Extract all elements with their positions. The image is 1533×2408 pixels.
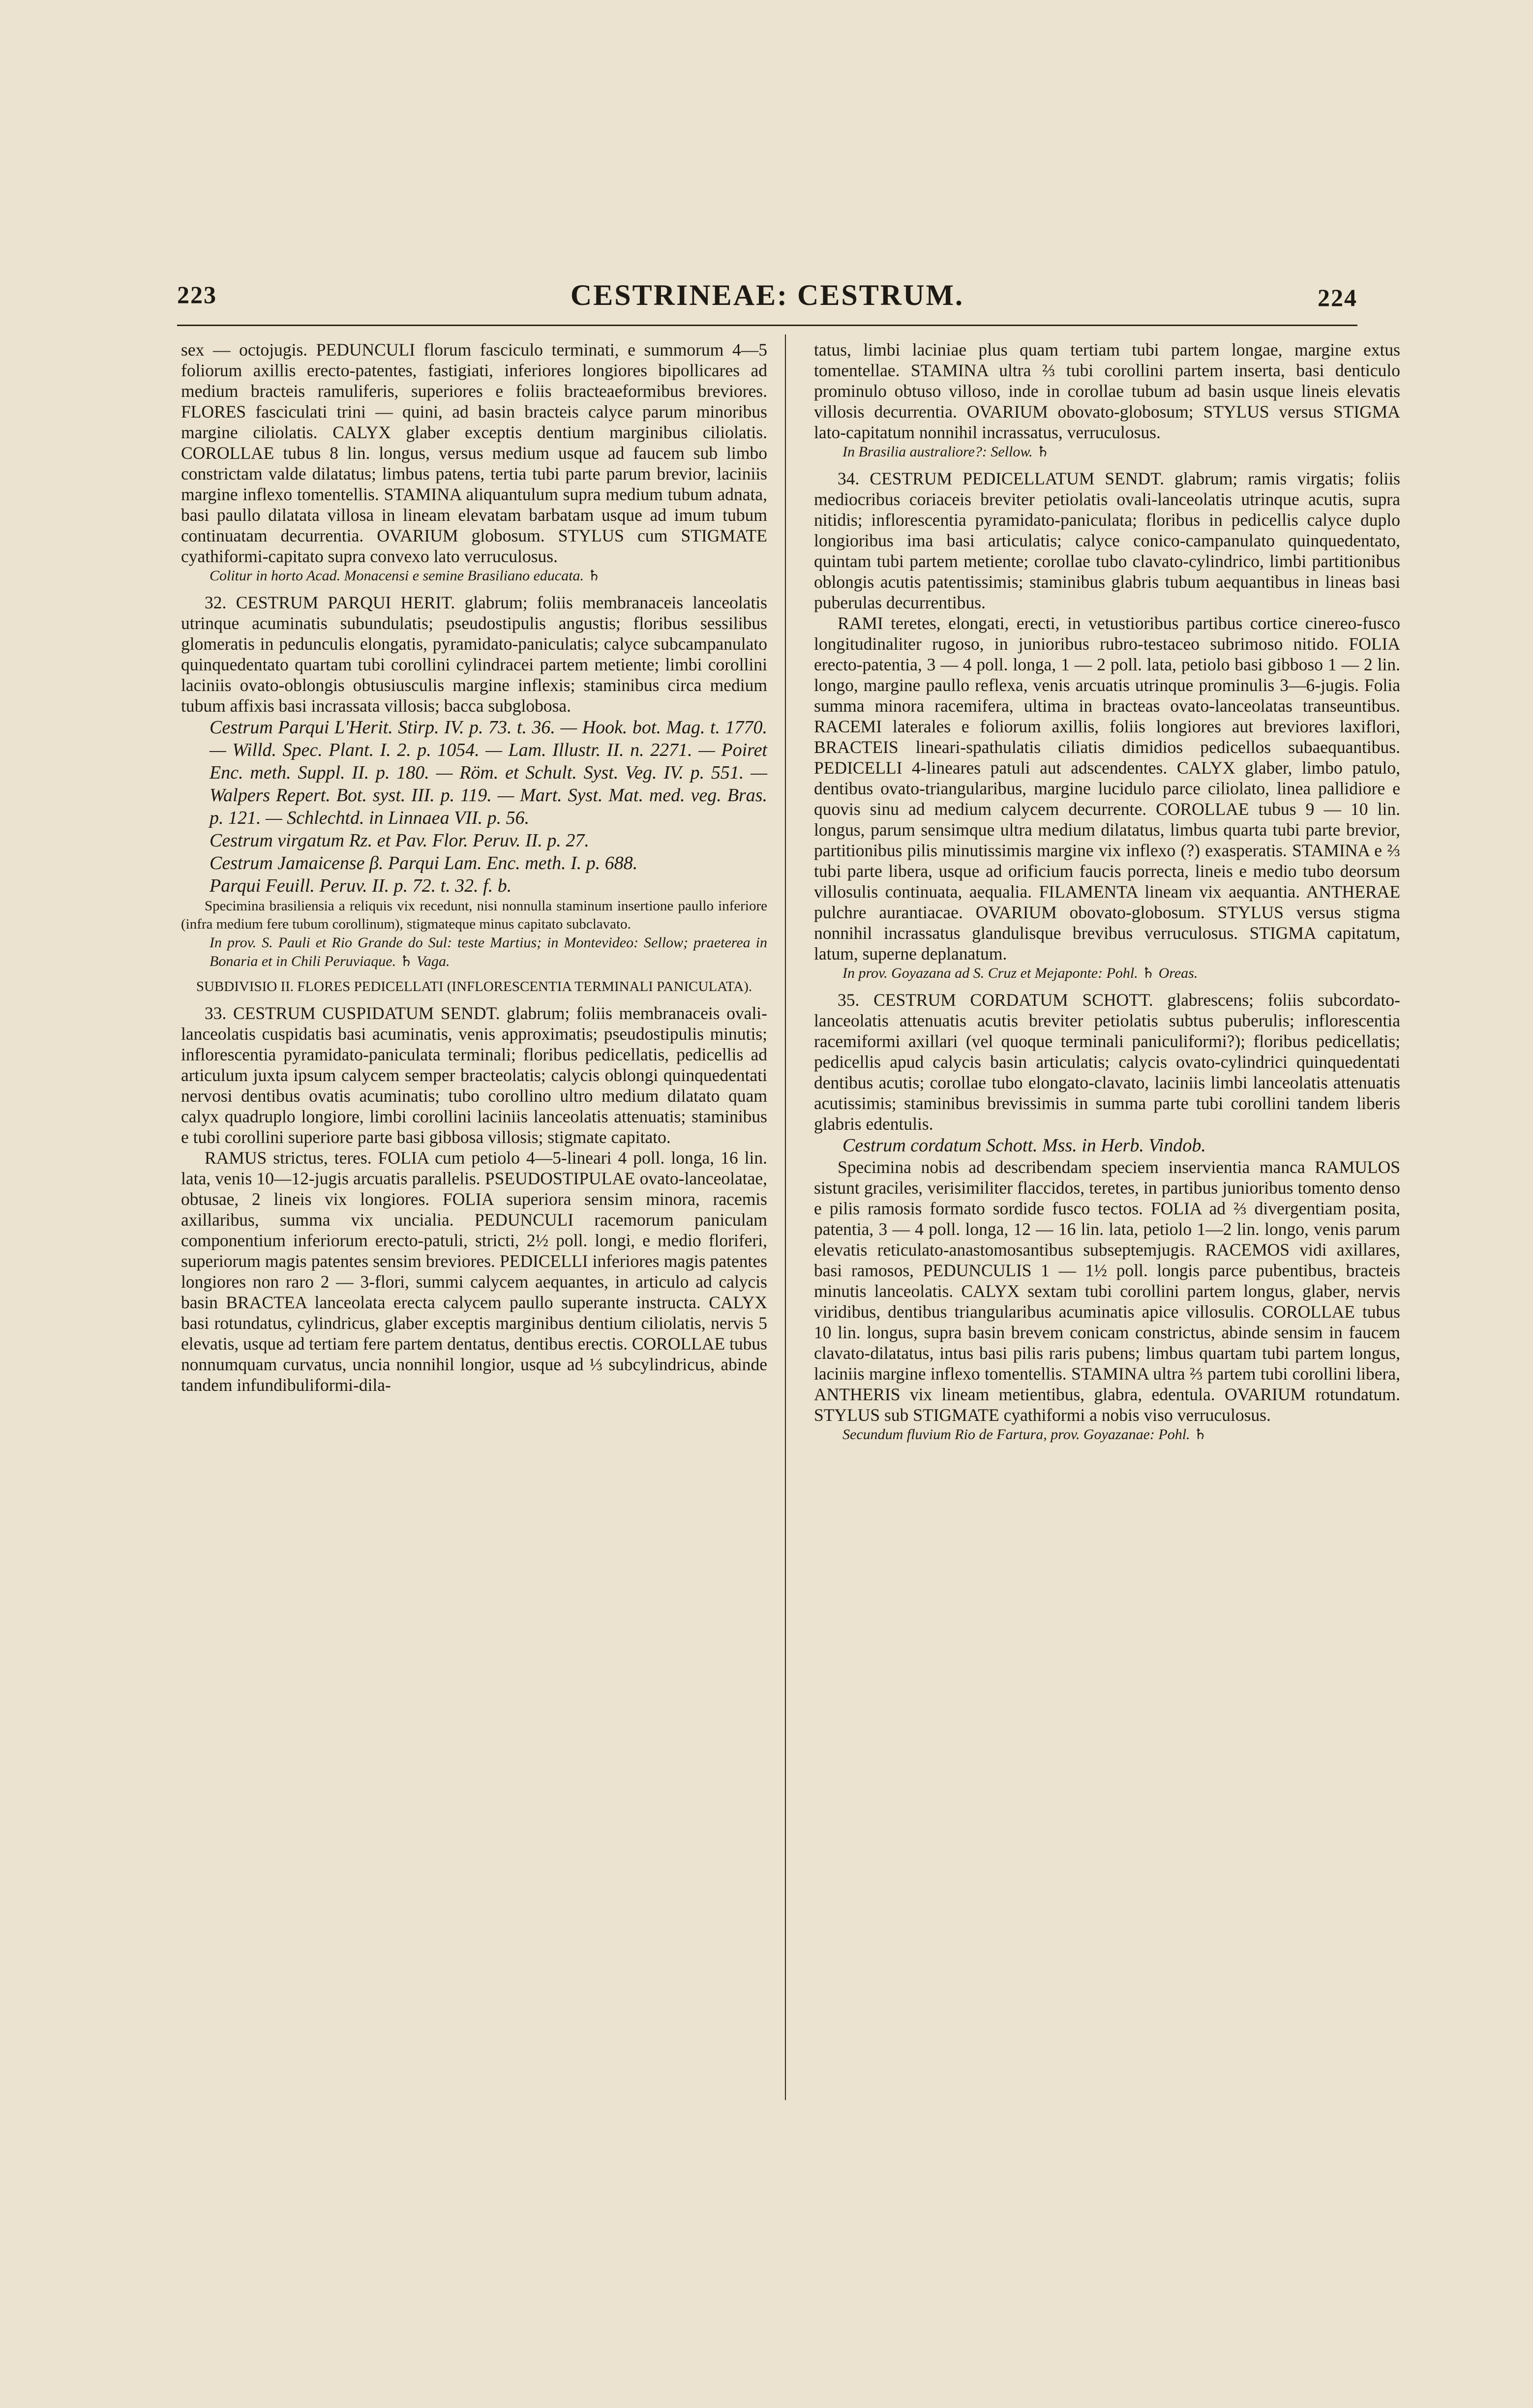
paragraph: In Brasilia australiore?: Sellow. ♄ — [842, 444, 1050, 460]
paragraph: RAMI teretes, elongati, erecti, in vetustioribus partibus cortice cinereo-fusco longitudinaliter rugoso, in junioribus rubro-testaceo subrimoso nitido. FOLIA erecto-patentia, 3 — 4 poll. longa, 1 — 2 poll. lata, petiolo basi gibboso 1 — 2 lin. longo, margine paullo reflexa, venis arcuatis utrinque prominulis 3—6-jugis. Folia summa minora racemifera, ultima in bracteas ovato-lanceolatas transeuntibus. RACEMI laterales e foliorum axillis, foliis longiores aut breviores laxiflori, BRACTEIS lineari-spathulatis ciliatis dimidios pedicellos subaequantibus. PEDICELLI 4-lineares patuli aut adscendentes. CALYX glaber, limbo patulo, dentibus ovato-triangularibus, margine lucidulo parce ciliolato, linea pallidiore e quovis sinu ad medium calycem decurrente. COROLLAE tubus 9 — 10 lin. longus, parum sensimque ultra medium dilatatus, limbus quarta tubi parte brevior, partitionibus pilis minutissimis margine vix inflexo (?) exasperatis. STAMINA e ⅔ tubi parte libera, usque ad orificium faucis porrecta, lineis e medio tubo deorsum villosulis continuata, aequalia. FILAMENTA lineam vix aequantia. ANTHERAE pulchre aurantiacae. OVARIUM obovato-globosum. STYLUS versus stigma nonnihil incrassatus glandulisque brevibus verruculosus. STIGMA capitatum, latum, superne deplanatum. — [814, 613, 1400, 963]
left-column — [181, 339, 767, 1395]
paragraph: 32. CESTRUM PARQUI HERIT. glabrum; foliis membranaceis lanceolatis utrinque acuminatis subundulatis; pseudostipulis angustis; floribus sessilibus glomeratis in pedunculis elongatis, pyramidato-paniculatis; calyce subcampanulato quinquedentato quartam tubi corollini cylindracei partem metiente; limbi corollini laciniis ovato-oblongis obtusiusculis margine inflexis; staminibus circa medium tubum affixis basi incrassata villosis; bacca subglobosa. — [181, 593, 767, 716]
paragraph: In prov. S. Pauli et Rio Grande do Sul: teste Martius; in Montevideo: Sellow; praeterea in Bonaria et in Chili Peruviaque. ♄ Vaga. — [210, 934, 767, 969]
paragraph: Parqui Feuill. Peruv. II. p. 72. t. 32. f. b. — [210, 875, 512, 896]
paragraph: 33. CESTRUM CUSPIDATUM SENDT. glabrum; foliis membranaceis ovali-lanceolatis cuspidatis basi acuminatis, venis approximatis; pseudostipulis minutis; inflorescentia pyramidato-paniculata terminali; floribus pedicellatis, pedicellis ad articulum juxta ipsum calycem semper bracteolatis; calycis oblongi quinquedentati nervosi dentibus ovatis acuminatis; tubo corollino ultro medium dilatato quam calyx quadruplo longiore, limbi corollini laciniis lanceolatis attenuatis; staminibus e tubi corollini superiore parte basi gibbosa villosis; stigmate capitato. — [181, 1003, 767, 1147]
running-title: CESTRINEAE: CESTRUM. — [570, 279, 964, 311]
paragraph: Secundum fluvium Rio de Fartura, prov. Goyazanae: Pohl. ♄ — [842, 1426, 1207, 1443]
paragraph: Colitur in horto Acad. Monacensi e semine Brasiliano educata. ♄ — [210, 568, 601, 584]
header-rule — [177, 325, 1357, 326]
paragraph: sex — octojugis. PEDUNCULI florum fasciculo terminati, e summorum 4—5 foliorum axillis erecto-patentes, fastigiati, inferiores longiores bipollicares ad medium bracteis ramuliferis, superiores e foliis bracteaeformibus breviores. FLORES fasciculati trini — quini, ad basin bracteis calyce parum minoribus margine ciliolatis. CALYX glaber exceptis dentium marginibus ciliolatis. COROLLAE tubus 8 lin. longus, versus medium usque ad faucem sub limbo constrictam valde dilatatus; limbus patens, tertia tubi parte parum brevior, laciniis margine inflexo tomentellis. STAMINA aliquantulum supra medium tubum adnata, basi paullo dilatata villosa in lineam elevatam barbatam usque ad imum tubum continuatam decurrentia. OVARIUM globosum. STYLUS cum STIGMATE cyathiformi-capitato supra convexo lato verruculosus. — [181, 340, 767, 566]
paragraph: RAMUS strictus, teres. FOLIA cum petiolo 4—5-lineari 4 poll. longa, 16 lin. lata, venis 10—12-jugis arcuatis parallelis. PSEUDOSTIPULAE ovato-lanceolatae, obtusae, 2 lineis vix longiores. FOLIA superiora sensim minora, racemis axillaribus, summa vix uncialia. PEDUNCULI racemorum paniculam componentium inferiorum erecto-patuli, stricti, 2½ poll. longi, e medio floriferi, superiorum magis patentes sensim breviores. PEDICELLI inferiores magis patentes longiores non raro 2 — 3-flori, summi calycem aequantes, in articulo ad calycis basin BRACTEA lanceolata erecta calycem paullo superante instructa. CALYX basi rotundatus, cylindricus, glaber exceptis marginibus dentium ciliolatis, nervis 5 elevatis, usque ad tertiam fere partem dentatus, dentibus erectis. COROLLAE tubus nonnumquam curvatus, uncia nonnihil longior, usque ad ⅓ subcylindricus, abinde tandem infundibuliformi-dila- — [181, 1148, 767, 1395]
paragraph: Specimina brasiliensia a reliquis vix recedunt, nisi nonnulla staminum insertione paullo inferiore (infra medium fere tubum corollinum), stigmateque minus capitato subclavato. — [181, 898, 767, 932]
paragraph: SUBDIVISIO II. FLORES PEDICELLATI (INFLORESCENTIA TERMINALI PANICULATA). — [196, 979, 752, 994]
paragraph: In prov. Goyazana ad S. Cruz et Mejaponte: Pohl. ♄ Oreas. — [842, 965, 1198, 981]
paragraph: 34. CESTRUM PEDICELLATUM SENDT. glabrum; ramis virgatis; foliis mediocribus coriaceis breviter petiolatis ovali-lanceolatis utrinque acutis, supra nitidis; inflorescentia pyramidato-paniculata; floribus in pedicellis calyce duplo longioribus ima basi articulatis; calyce conico-campanulato quinquedentato, quintam tubi partem metiente; corollae tubo clavato-cylindrico, limbi partitionibus oblongis acutis patentissimis; staminibus glabris tubum aequantibus in lineas basi puberulas decurrentibus. — [814, 469, 1400, 612]
paragraph: 35. CESTRUM CORDATUM SCHOTT. glabrescens; foliis subcordato-lanceolatis attenuatis acutis breviter petiolatis subtus puberulis; inflorescentia racemiformi axillari (vel quoque terminali paniculiformi?); floribus pedicellatis; pedicellis apud calycis basin articulatis; calycis ovato-cylindrici quinquedentati dentibus acutis; corollae tubo elongato-clavato, laciniis limbi lanceolatis attenuatis acutissimis; staminibus brevissimis in summa parte tubi corollini tandem liberis glabris edentulis. — [814, 990, 1400, 1134]
paragraph: tatus, limbi laciniae plus quam tertiam tubi partem longae, margine extus tomentellae. STAMINA ultra ⅔ tubi corollini partem inserta, basi denticulo prominulo obtuso villoso, inde in corollae tubum ad basin usque lineis elevatis villosis decurrentia. OVARIUM obovato-globosum; STYLUS versus STIGMA lato-capitatum nonnihil incrassatus, verruculosus. — [814, 340, 1400, 442]
running-header — [177, 280, 1357, 320]
right-column — [814, 339, 1400, 1444]
column-divider — [785, 334, 786, 2100]
paragraph: Cestrum Jamaicense β. Parqui Lam. Enc. meth. I. p. 688. — [210, 853, 638, 873]
paragraph: Specimina nobis ad describendam speciem inservientia manca RAMULOS sistunt graciles, verisimiliter flaccidos, teretes, in partibus junioribus tomento denso e pilis ramosis formato sordide fusco tectos. FOLIA ad ⅔ divergentiam posita, patentia, 3 — 4 poll. longa, 12 — 16 lin. lata, petiolo 1—2 lin. longo, venis parum elevatis reticulato-anastomosantibus subseptemjugis. RACEMOS vidi axillares, basi ramosos, PEDUNCULIS 1 — 1½ poll. longis parce pubentibus, bracteis minutis lanceolatis. CALYX sextam tubi corollini partem longus, glaber, nervis viridibus, dentibus triangularibus acuminatis apice villosulis. COROLLAE tubus 10 lin. longus, supra basin brevem conicam constrictus, abinde sensim in faucem clavato-dilatatus, intus basi pilis raris pubens; limbus quartam tubi partem longus, laciniis margine inflexo tomentellis. STAMINA ultra ⅔ partem tubi corollini libera, ANTHERIS vix lineam metientibus, glabra, edentula. OVARIUM rotundatum. STYLUS sub STIGMATE cyathiformi a nobis viso verruculosus. — [814, 1157, 1400, 1425]
paragraph: Cestrum Parqui L'Herit. Stirp. IV. p. 73. t. 36. — Hook. bot. Mag. t. 1770. — Willd. Spec. Plant. I. 2. p. 1054. — Lam. Illustr. II. n. 2271. — Poiret Enc. meth. Suppl. II. p. 180. — Röm. et Schult. Syst. Veg. IV. p. 551. — Walpers Repert. Bot. syst. III. p. 119. — Mart. Syst. Mat. med. veg. Bras. p. 121. — Schlechtd. in Linnaea VII. p. 56. — [210, 717, 767, 828]
page-number-left: 223 — [177, 281, 217, 308]
page-number-right: 224 — [1318, 284, 1357, 311]
paragraph: Cestrum virgatum Rz. et Pav. Flor. Peruv. II. p. 27. — [210, 830, 589, 851]
paragraph: Cestrum cordatum Schott. Mss. in Herb. Vindob. — [842, 1135, 1206, 1156]
